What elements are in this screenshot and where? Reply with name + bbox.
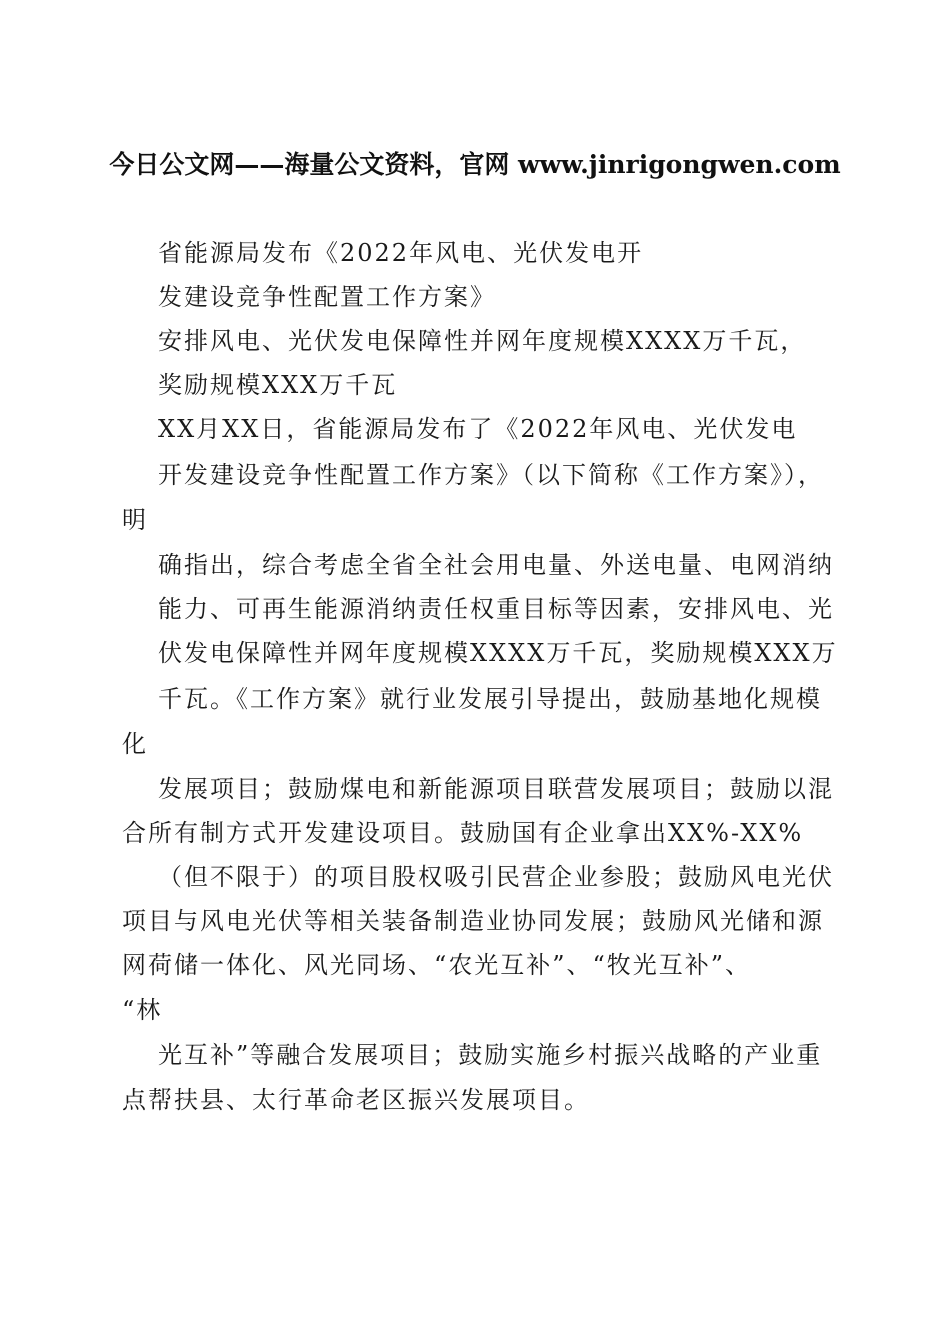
body-line: 点帮扶县、太行革命老区振兴发展项目。 [122, 1086, 590, 1114]
subtitle-line-2: 奖励规模XXX万千瓦 [158, 371, 398, 399]
body-line: （但不限于）的项目股权吸引民营企业参股；鼓励风电光伏 [158, 863, 834, 891]
body-line: 开发建设竞争性配置工作方案》（以下简称《工作方案》）， [158, 461, 824, 489]
body-line: 明 [122, 506, 148, 534]
body-line: 伏发电保障性并网年度规模XXXX万千瓦，奖励规模XXX万 [158, 639, 838, 667]
body-line: 合所有制方式开发建设项目。鼓励国有企业拿出XX%-XX% [122, 819, 804, 847]
body-line: “林 [122, 996, 163, 1024]
subtitle-line-1: 安排风电、光伏发电保障性并网年度规模XXXX万千瓦， [158, 327, 807, 355]
body-line: 光互补”等融合发展项目；鼓励实施乡村振兴战略的产业重 [158, 1041, 823, 1069]
body-line: 能力、可再生能源消纳责任权重目标等因素，安排风电、光 [158, 595, 834, 623]
body-line: 网荷储一体化、风光同场、“农光互补”、“牧光互补”、 [122, 951, 752, 979]
body-line: 确指出，综合考虑全省全社会用电量、外送电量、电网消纳 [158, 551, 834, 579]
body-line: 项目与风电光伏等相关装备制造业协同发展；鼓励风光储和源 [122, 907, 824, 935]
body-line: 千瓦。《工作方案》就行业发展引导提出，鼓励基地化规模 [158, 685, 822, 713]
site-header: 今日公文网——海量公文资料，官网 www.jinrigongwen.com [109, 150, 841, 179]
body-line: 发展项目；鼓励煤电和新能源项目联营发展项目；鼓励以混 [158, 775, 834, 803]
title-line-1: 省能源局发布《2022年风电、光伏发电开 [158, 239, 644, 267]
body-line: 化 [122, 730, 148, 758]
title-line-2: 发建设竞争性配置工作方案》 [158, 283, 496, 311]
body-line: XX月XX日，省能源局发布了《2022年风电、光伏发电 [158, 415, 798, 443]
